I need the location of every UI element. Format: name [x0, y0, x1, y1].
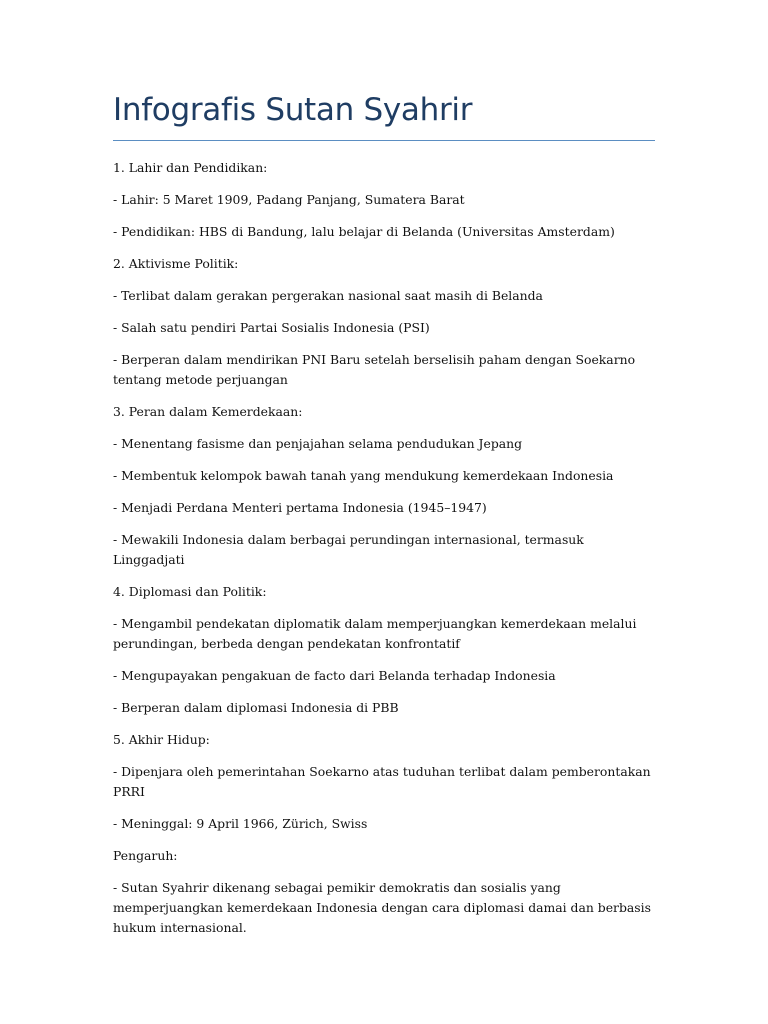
list-item: - Dipenjara oleh pemerintahan Soekarno atas tuduhan terlibat dalam pemberontakan PRRI [113, 764, 651, 799]
section-heading-kemerdekaan: 3. Peran dalam Kemerdekaan: [113, 404, 303, 419]
list-item: - Meninggal: 9 April 1966, Zürich, Swiss [113, 816, 368, 831]
section-heading-lahir: 1. Lahir dan Pendidikan: [113, 160, 268, 175]
list-item: - Membentuk kelompok bawah tanah yang mendukung kemerdekaan Indonesia [113, 468, 614, 483]
list-item: - Berperan dalam diplomasi Indonesia di PBB [113, 700, 399, 715]
list-item: - Menjadi Perdana Menteri pertama Indonesia (1945–1947) [113, 500, 487, 515]
document-body [113, 158, 658, 950]
section-heading-diplomasi: 4. Diplomasi dan Politik: [113, 584, 267, 599]
list-item: - Salah satu pendiri Partai Sosialis Indonesia (PSI) [113, 320, 430, 335]
list-item: - Lahir: 5 Maret 1909, Padang Panjang, Sumatera Barat [113, 192, 465, 207]
list-item: - Terlibat dalam gerakan pergerakan nasional saat masih di Belanda [113, 288, 543, 303]
list-item: - Menentang fasisme dan penjajahan selama pendudukan Jepang [113, 436, 523, 451]
title-underline [113, 140, 655, 141]
section-heading-aktivisme: 2. Aktivisme Politik: [113, 256, 239, 271]
list-item: - Pendidikan: HBS di Bandung, lalu belajar di Belanda (Universitas Amsterdam) [113, 224, 615, 239]
list-item: - Mengupayakan pengakuan de facto dari Belanda terhadap Indonesia [113, 668, 556, 683]
document-title: Infografis Sutan Syahrir [113, 92, 473, 128]
list-item: - Berperan dalam mendirikan PNI Baru setelah berselisih paham dengan Soekarno tentang metode perjuangan [113, 352, 636, 387]
section-heading-pengaruh: Pengaruh: [113, 848, 178, 863]
list-item: - Mengambil pendekatan diplomatik dalam memperjuangkan kemerdekaan melalui perundingan, berbeda dengan pendekatan konfrontatif [113, 616, 637, 651]
list-item: - Sutan Syahrir dikenang sebagai pemikir demokratis dan sosialis yang memperjuangkan kemerdekaan Indonesia dengan cara diplomasi damai dan berbasis hukum internasional. [113, 880, 651, 935]
list-item: - Mewakili Indonesia dalam berbagai perundingan internasional, termasuk Linggadjati [113, 532, 584, 567]
section-heading-akhir-hidup: 5. Akhir Hidup: [113, 732, 210, 747]
